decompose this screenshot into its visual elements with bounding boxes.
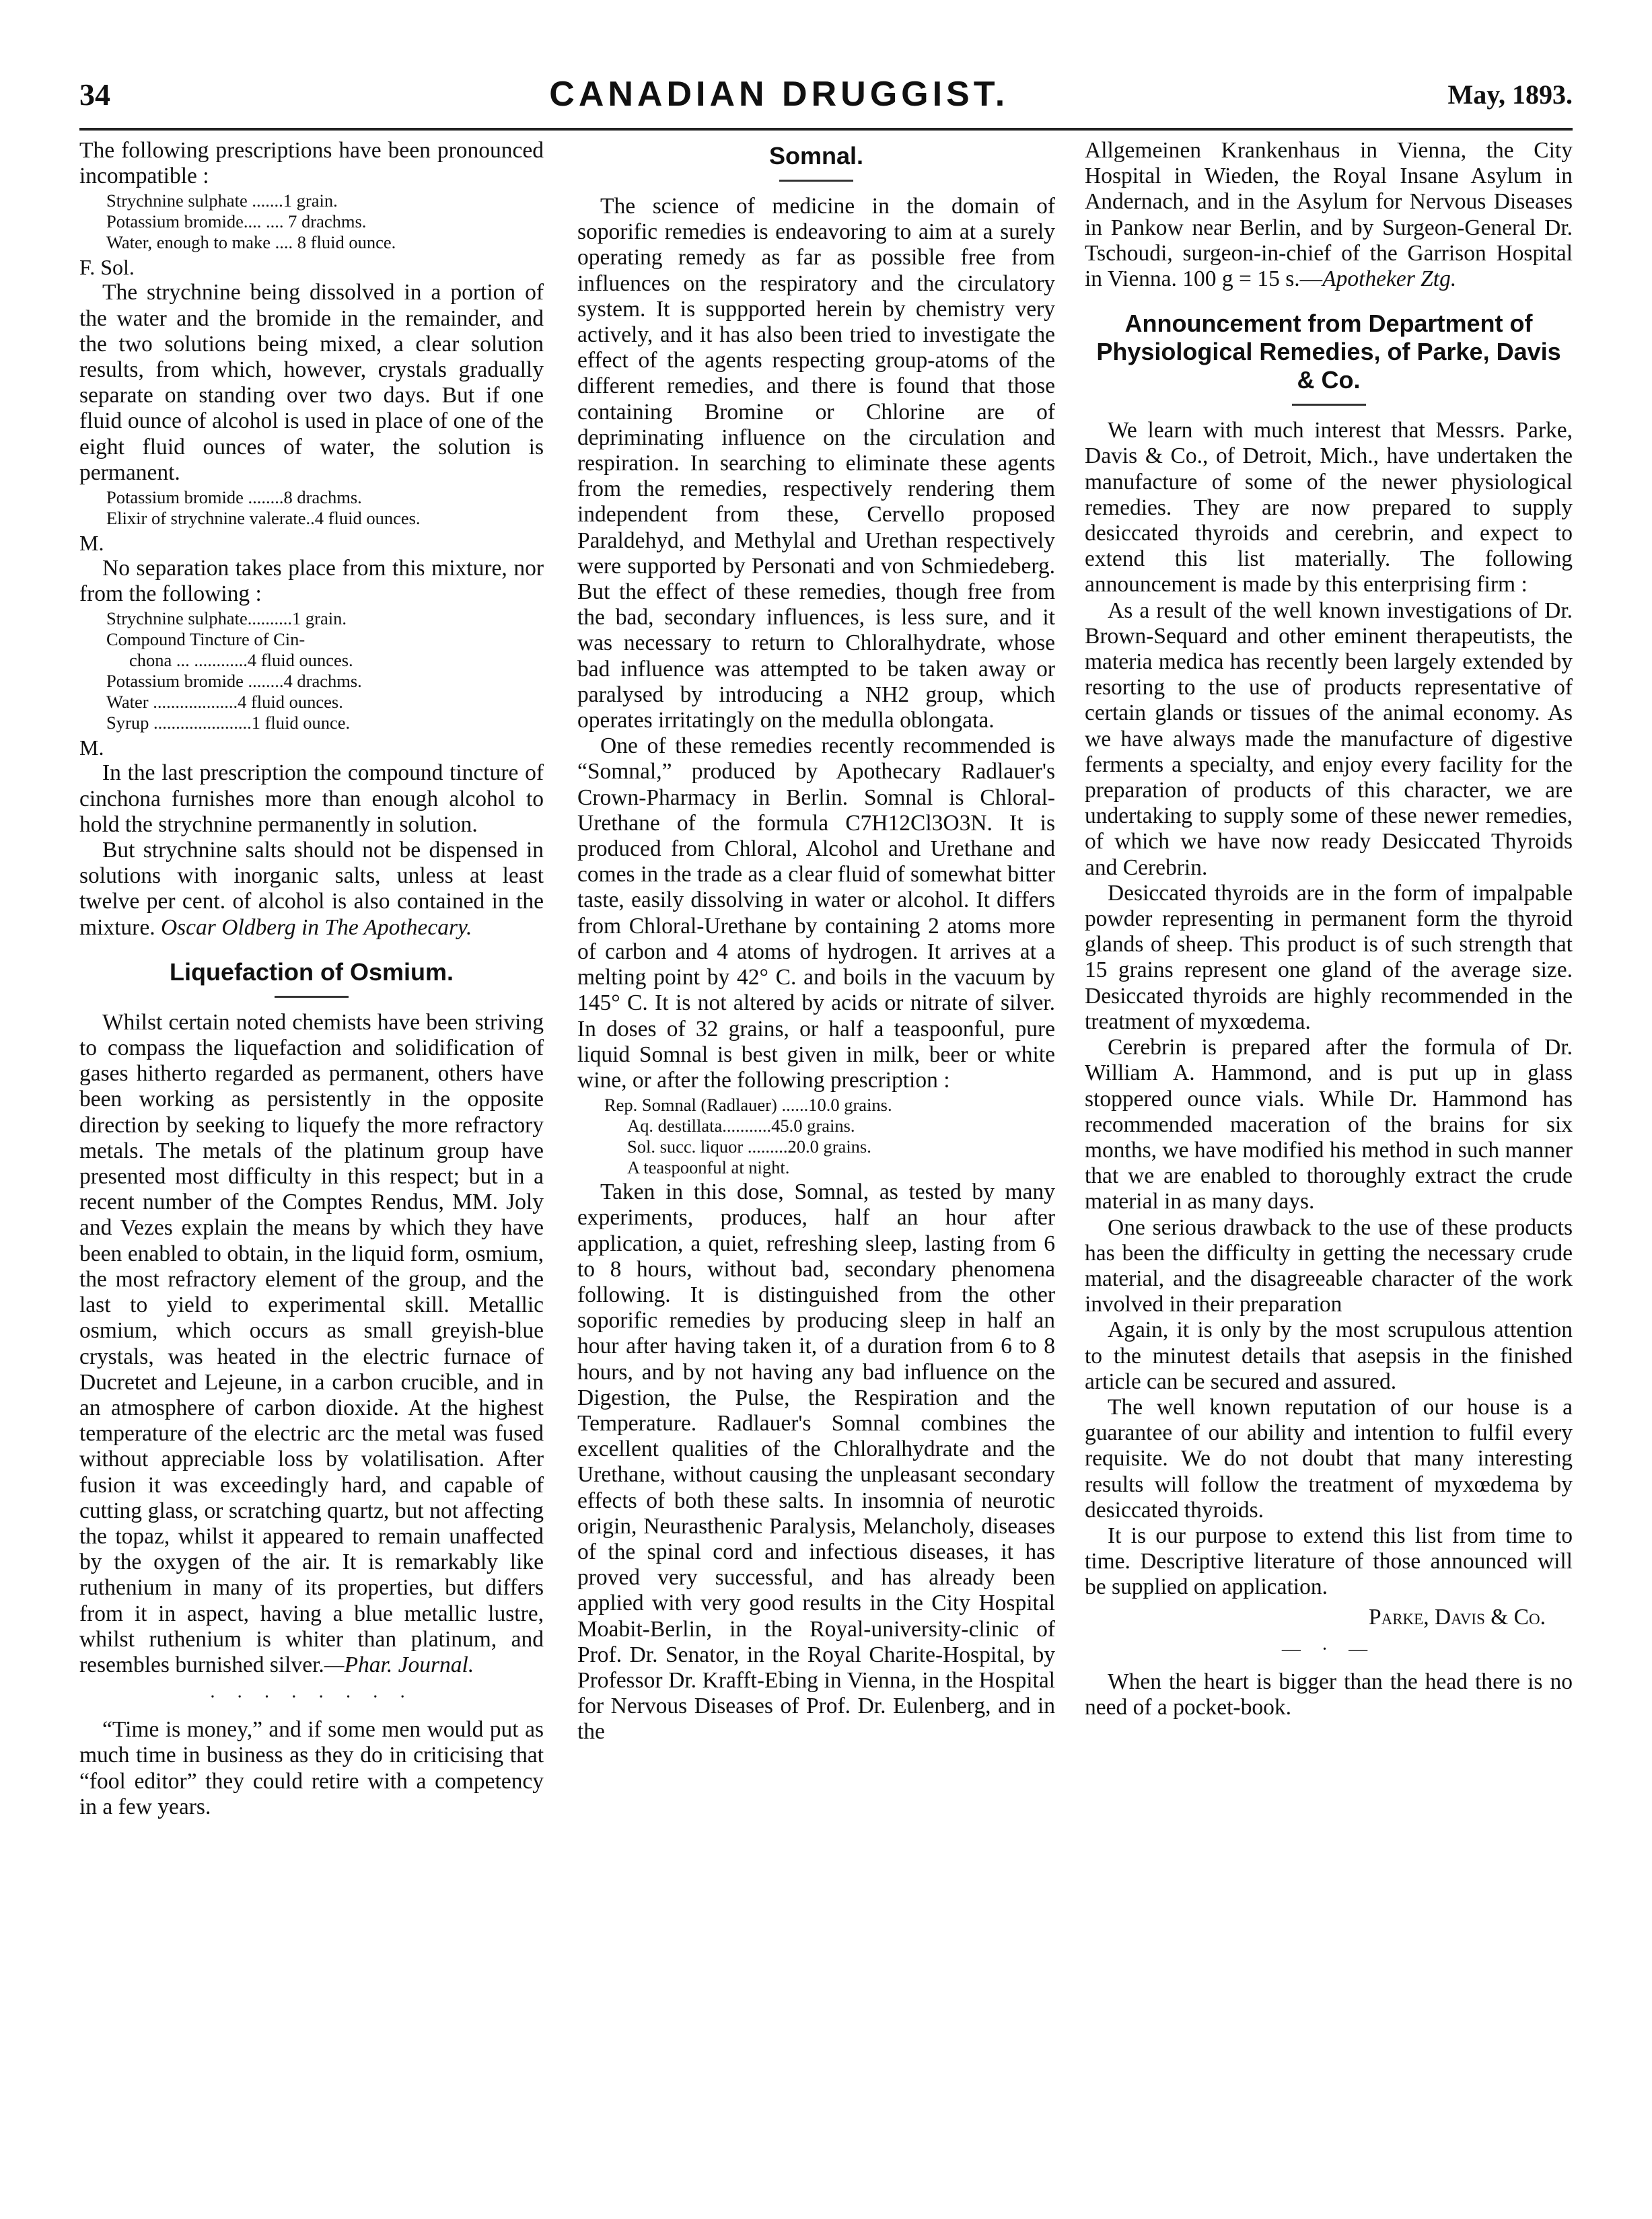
rx-sign: M. xyxy=(79,735,104,760)
page-number: 34 xyxy=(79,77,110,112)
prescription-3 xyxy=(79,608,544,733)
rx-line: Sol. succ. liquor .........20.0 grains. xyxy=(627,1136,871,1157)
attribution: Oscar Oldberg in The Apothecary. xyxy=(160,914,472,940)
paragraph xyxy=(79,1010,544,1678)
announcement-heading: Announcement from Department of Physiological Remedies, of Parke, Davis & Co. xyxy=(1096,310,1561,394)
rx-line: Potassium bromide ........4 drachms. xyxy=(106,671,362,692)
rx-line: chona ... ............4 fluid ounces. xyxy=(129,650,353,671)
rx-line: Rep. Somnal (Radlauer) ......10.0 grains. xyxy=(604,1095,892,1116)
paragraph xyxy=(79,838,544,941)
rx-line: Potassium bromide.... .... 7 drachms. xyxy=(106,211,367,232)
paragraph: As a result of the well known investigations of Dr. Brown-Sequard and other eminent therapeutists, the materia medica has recently been largely extended by resorting to the use of products representative of certain glands or tissues of the animal economy. As we have always made the manufacture of digestive ferments a specialty, and enjoy every facility for the preparation of products of this character, we are undertaking to supply some of these newer remedies, of which we have now ready Desiccated Thyroids and Cerebrin. xyxy=(1085,597,1573,880)
paragraph: The strychnine being dissolved in a portion of the water and the bromide in the remainder, and the two solutions being mixed, a clear solution results, from which, however, crystals gradually separate on standing over two days. But if one fluid ounce of alcohol is used in place of one of the eight fluid ounces of water, the solution is permanent. xyxy=(79,280,544,485)
paragraph: The well known reputation of our house is a guarantee of our ability and intention to fulfil every requisite. We do not doubt that many interesting results will follow the treatment of myxœdema by desiccated thyroids. xyxy=(1085,1394,1573,1523)
rx-line: Potassium bromide ........8 drachms. xyxy=(106,487,362,508)
paragraph: One of these remedies recently recommended is “Somnal,” produced by Apothecary Radlauer's Crown-Pharmacy in Berlin. Somnal is Chloral-Urethane of the formula C7H12Cl3O3N. It is produced from Chloral, Alcohol and Urethane and comes in the trade as a clear fluid of somewhat bitter taste, easily dissolving in water or alcohol. It differs from Chloral-Urethane by containing 2 atoms more of carbon and 4 atoms of hydrogen. It arrives at a melting point by 42° C. and boils in the vacuum by 145° C. It is not altered by acids or nitrate of silver. In doses of 32 grains, or half a teaspoonful, pure liquid Somnal is best given in milk, beer or white wine, or after the following prescription : xyxy=(577,733,1055,1093)
rx-line: Compound Tincture of Cin- xyxy=(106,629,306,650)
column-2 xyxy=(577,138,1055,2179)
paragraph: Cerebrin is prepared after the formula of Dr. William A. Hammond, and is put up in glass stoppered ounce vials. While Dr. Hammond has recommended maceration of the brains for six months, we have modified his method in such manner that we are enabled to thoroughly extract the crude material in as many days. xyxy=(1085,1035,1573,1214)
issue-date: May, 1893. xyxy=(1447,79,1573,110)
column-1 xyxy=(79,138,544,2179)
heading-rule xyxy=(779,180,853,182)
paragraph: No separation takes place from this mixture, nor from the following : xyxy=(79,556,544,607)
paragraph: The science of medicine in the domain of soporific remedies is endeavoring to aim at a surely operating remedy as far as possible free from influences on the respiratory and the circulatory system. It is suppported herein by chemistry very actively, and it has also been tried to investigate the effect of the agents respecting group-atoms of the different remedies, and there is found that those containing Bromine or Chlorine are of depriminating influence on the circulation and respiration. In searching to eliminate these agents from the remedies, respectively rendering them independent from these, Cervello proposed Paraldehyd, and Methylal and Urethan respectively were supported by Personati and von Schmiedeberg. But the effect of these remedies, though free from the bad, secondary influences, is less sure, and it was necessary to return to Chloralhydrate, whose bad influence was attempted to be taken away or paralysed by introducing a NH2 group, which operates irritatingly on the medulla oblongata. xyxy=(577,194,1055,733)
paragraph-text: But strychnine salts should not be dispensed in solutions with inorganic salts, unless at least twelve per cent. of alcohol is also contained in the mixture. xyxy=(79,838,544,940)
column-3 xyxy=(1085,138,1573,2179)
rx-line: Elixir of strychnine valerate..4 fluid ounces. xyxy=(106,508,421,529)
paragraph-text: Whilst certain noted chemists have been striving to compass the liquefaction and solidification of gases hitherto regarded as permanent, others have been working as persistently in the opposite direction by seeking to liquefy the more refractory metals. The metals of the platinum group have presented most difficulty in this respect; but in a recent number of the Comptes Rendus, MM. Joly and Vezes explain the means by which they have been enabled to obtain, in the liquid form, osmium, the most refractory element of the group, and the last to yield to experimental skill. Metallic osmium, which occurs as small greyish-blue crystals, was heated in the electric furnace of Ducretet and Lejeune, in a carbon crucible, and in an atmosphere of carbon dioxide. At the highest temperature of the electric arc the metal was fused without appreciable loss by volatilisation. After fusion it was exceedingly hard, and capable of cutting glass, or scratching quartz, but not affecting the topaz, whilst it appeared to remain unaffected by the oxygen of the air. It is remarkably like ruthenium in many of its properties, but differs from it in aspect, having a blue metallic lustre, whilst ruthenium is whiter than platinum, and resembles burnished silver. xyxy=(79,1009,544,1677)
attribution: —Phar. Journal. xyxy=(324,1652,474,1677)
paragraph: Desiccated thyroids are in the form of impalpable powder representing in permanent form the thyroid glands of sheep. This product is of such strength that 15 grains represent one gland of the average size. Desiccated thyroids are highly recommended in the treatment of myxœdema. xyxy=(1085,880,1573,1034)
paragraph: One serious drawback to the use of these products has been the difficulty in getting the necessary crude material, and the disagreeable character of the work involved in their preparation xyxy=(1085,1214,1573,1317)
paragraph: Again, it is only by the most scrupulous attention to the minutest details that asepsis in the finished article can be secured and assured. xyxy=(1085,1317,1573,1394)
attribution: Apotheker Ztg. xyxy=(1322,266,1457,292)
heading-rule xyxy=(275,996,349,998)
signature: Parke, Davis & Co. xyxy=(1368,1604,1546,1630)
somnal-heading: Somnal. xyxy=(768,142,864,170)
header-rule xyxy=(79,128,1573,131)
rx-line: Water ...................4 fluid ounces. xyxy=(106,692,343,713)
paragraph-text: Allgemeinen Krankenhaus in Vienna, the City Hospital in Wieden, the Royal Insane Asylum in Andernach, and in the Asylum for Nervous Diseases in Pankow near Berlin, and by Surgeon-General Dr. Tschoudi, surgeon-in-chief of the Garrison Hospital in Vienna. 100 g = 15 s.— xyxy=(1085,138,1573,292)
paragraph: In the last prescription the compound tincture of cinchona furnishes more than enough alcohol to hold the strychnine permanently in solution. xyxy=(79,760,544,837)
rx-sign: F. Sol. xyxy=(79,255,135,280)
rx-line: Strychnine sulphate..........1 grain. xyxy=(106,608,347,629)
paragraph: It is our purpose to extend this list from time to time. Descriptive literature of those announced will be supplied on application. xyxy=(1085,1523,1573,1600)
rx-line: Aq. destillata...........45.0 grains. xyxy=(627,1116,855,1136)
journal-title: CANADIAN DRUGGIST. xyxy=(549,75,1009,114)
prescription-1 xyxy=(79,190,544,253)
paragraph: “Time is money,” and if some men would put as much time in business as they do in criticising that “fool editor” they could retire with a competency in a few years. xyxy=(79,1717,544,1819)
rx-line: A teaspoonful at night. xyxy=(627,1157,790,1178)
rx-sign: M. xyxy=(79,531,104,556)
rx-line: Water, enough to make .... 8 fluid ounce. xyxy=(106,232,396,253)
rx-line: Strychnine sulphate .......1 grain. xyxy=(106,190,338,211)
paragraph: We learn with much interest that Messrs. Parke, Davis & Co., of Detroit, Mich., have undertaken the manufacture of some of the newer physiological remedies. They are now prepared to supply desiccated thyroids and cerebrin, and expect to extend this list materially. The following announcement is made by this enterprising firm : xyxy=(1085,418,1573,597)
paragraph: Taken in this dose, Somnal, as tested by many experiments, produces, half an hour after application, a quiet, refreshing sleep, lasting from 6 to 8 hours, without bad, secondary phenomena following. It is distinguished from the other soporific remedies by producing sleep in half an hour after having taken it, of a duration from 6 to 8 hours, and by not having any bad influence on the Digestion, the Pulse, the Respiration and the Temperature. Radlauer's Somnal combines the excellent qualities of the Chloralhydrate and the Urethane, without causing the unpleasant secondary effects of both these salts. In insomnia of neurotic origin, Neurasthenic Paralysis, Melancholy, diseases of the spinal cord and infectious diseases, it has proved very successful, and has already been applied with very good results in the City Hospital Moabit-Berlin, in the Royal-university-clinic of Prof. Dr. Senator, in the Royal Charite-Hospital, by Professor Dr. Krafft-Ebing in Vienna, in the Hospital for Nervous Diseases of Prof. Dr. Eulenberg, and in the xyxy=(577,1179,1055,1745)
page-header xyxy=(79,67,1573,121)
rx-line: Syrup ......................1 fluid ounce. xyxy=(106,713,351,733)
somnal-prescription xyxy=(577,1095,1055,1178)
incompatible-intro: The following prescriptions have been pronounced incompatible : xyxy=(79,138,544,189)
section-divider: · · · · · · · · xyxy=(209,1687,414,1708)
paragraph xyxy=(1085,138,1573,292)
prescription-2 xyxy=(79,487,544,529)
osmium-heading: Liquefaction of Osmium. xyxy=(169,957,454,986)
section-divider: — · — xyxy=(1281,1638,1376,1660)
heading-rule xyxy=(1292,404,1366,406)
paragraph: When the heart is bigger than the head there is no need of a pocket-book. xyxy=(1085,1669,1573,1720)
